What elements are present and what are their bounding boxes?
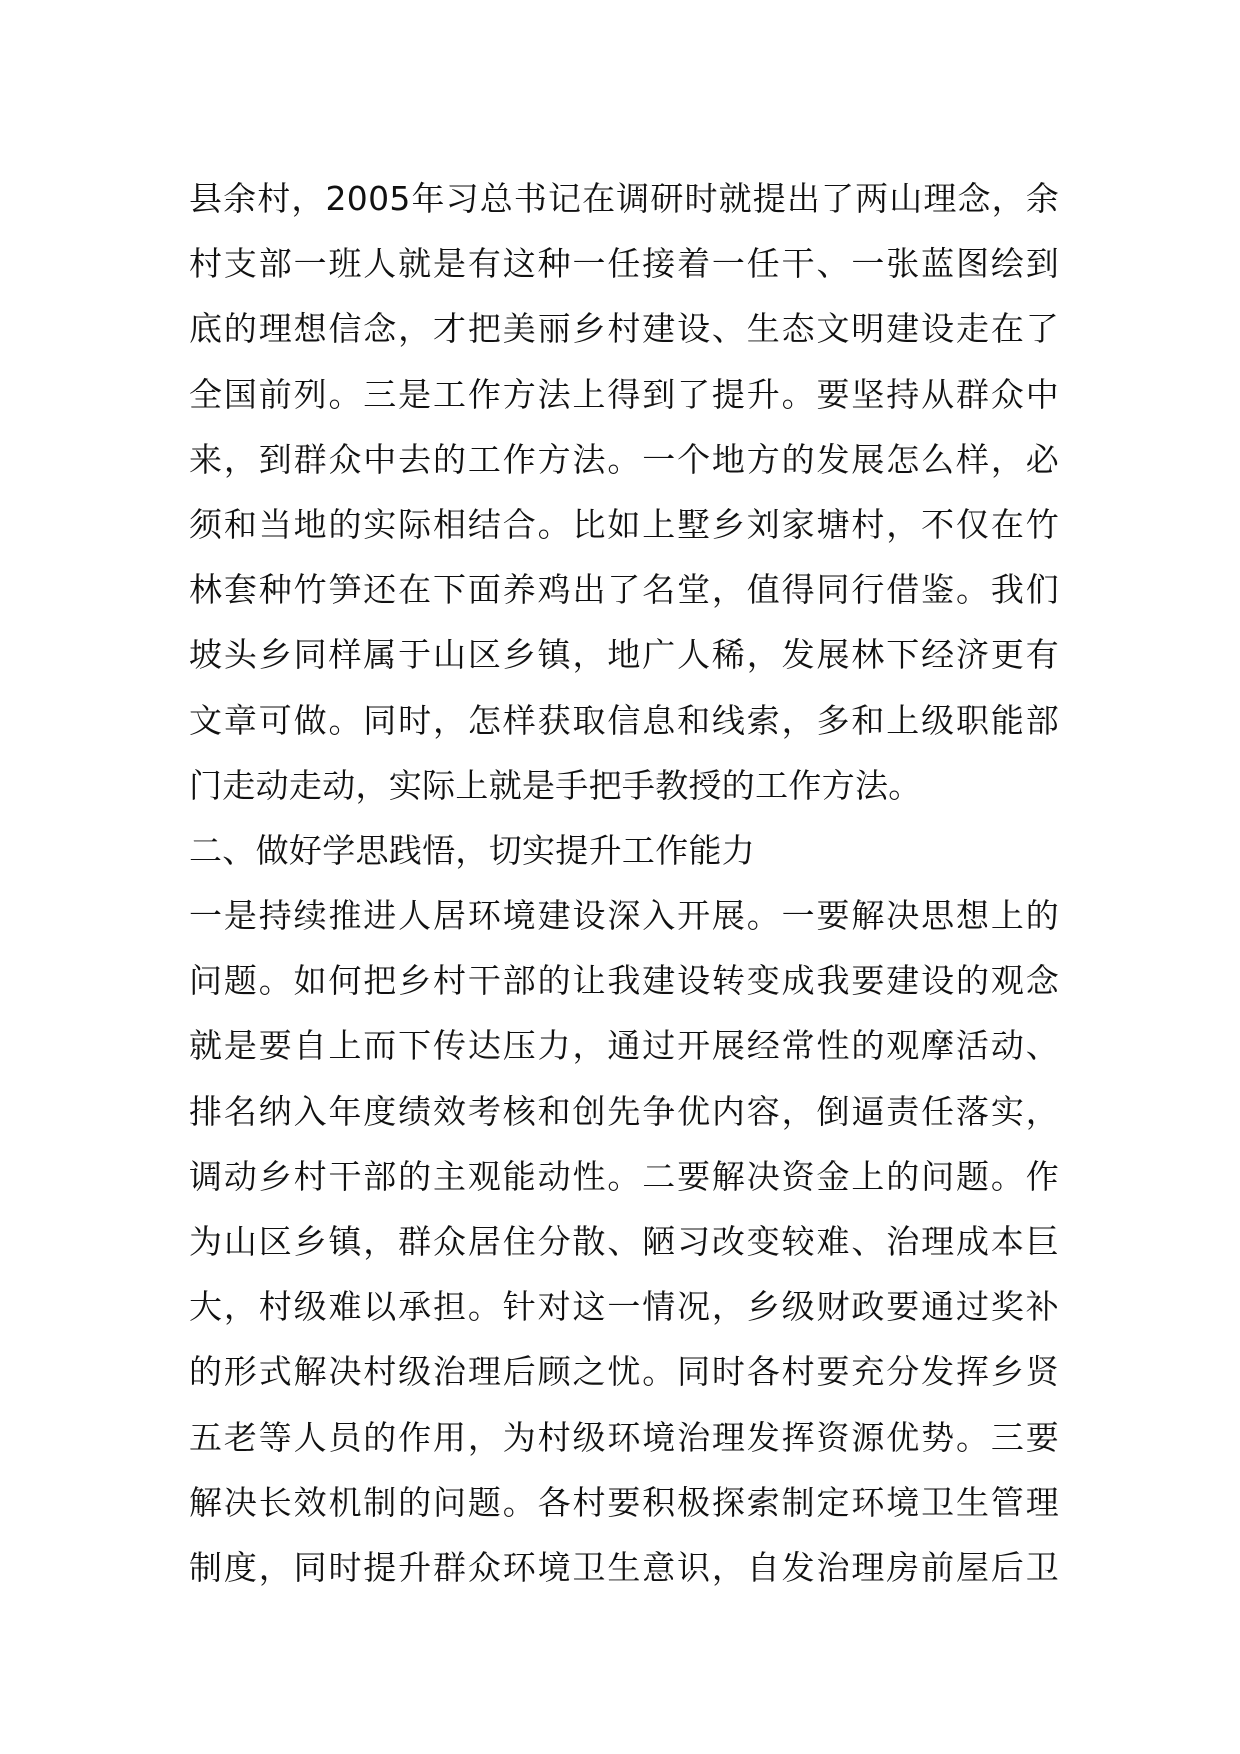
text-line: 全国前列。三是工作方法上得到了提升。要坚持从群众中 [189, 374, 1059, 414]
text-line: 村支部一班人就是有这种一任接着一任干、一张蓝图绘到 [189, 244, 1059, 284]
section-heading: 二、做好学思践悟，切实提升工作能力 [189, 830, 756, 870]
document-body [189, 166, 1059, 1600]
text-line: 一是持续推进人居环境建设深入开展。一要解决思想上的 [189, 896, 1059, 936]
text-line: 来，到群众中去的工作方法。一个地方的发展怎么样，必 [189, 439, 1059, 479]
text-line: 解决长效机制的问题。各村要积极探索制定环境卫生管理 [189, 1482, 1059, 1522]
text-line: 就是要自上而下传达压力，通过开展经常性的观摩活动、 [189, 1026, 1059, 1066]
text-line: 大，村级难以承担。针对这一情况，乡级财政要通过奖补 [189, 1287, 1059, 1327]
text-line: 为山区乡镇，群众居住分散、陋习改变较难、治理成本巨 [189, 1222, 1059, 1261]
text-line: 排名纳入年度绩效考核和创先争优内容，倒逼责任落实， [189, 1091, 1059, 1131]
text-line: 文章可做。同时，怎样获取信息和线索，多和上级职能部 [189, 700, 1059, 740]
text-line: 调动乡村干部的主观能动性。二要解决资金上的问题。作 [189, 1156, 1059, 1196]
text-line: 问题。如何把乡村干部的让我建设转变成我要建设的观念 [189, 961, 1059, 1001]
text-line: 制度，同时提升群众环境卫生意识，自发治理房前屋后卫 [189, 1547, 1059, 1587]
text-line: 底的理想信念，才把美丽乡村建设、生态文明建设走在了 [189, 309, 1059, 349]
text-line: 五老等人员的作用，为村级环境治理发挥资源优势。三要 [189, 1417, 1059, 1457]
text-line: 坡头乡同样属于山区乡镇，地广人稀，发展林下经济更有 [189, 635, 1059, 675]
text-line: 林套种竹笋还在下面养鸡出了名堂，值得同行借鉴。我们 [189, 570, 1059, 610]
text-line: 的形式解决村级治理后顾之忧。同时各村要充分发挥乡贤 [189, 1352, 1059, 1392]
text-line: 须和当地的实际相结合。比如上墅乡刘家塘村，不仅在竹 [189, 504, 1059, 544]
paragraph-end-line: 门走动走动，实际上就是手把手教授的工作方法。 [189, 765, 922, 805]
text-line: 县余村，2005年习总书记在调研时就提出了两山理念，余 [189, 179, 1059, 218]
